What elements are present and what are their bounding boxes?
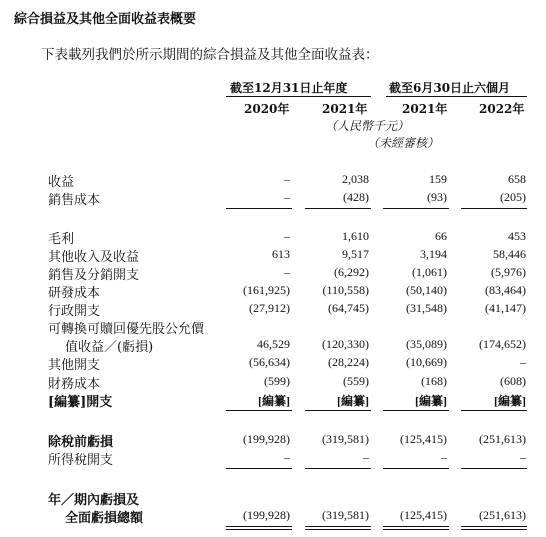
subtotal-rule <box>461 410 527 411</box>
header-group-year-rule <box>226 96 371 97</box>
cell-finance-costs-2022h: (608) <box>500 374 526 388</box>
subtotal-rule <box>461 468 527 469</box>
subtotal-rule <box>383 208 449 209</box>
cell-finance-costs-2021: (559) <box>343 374 369 388</box>
cell-gross-profit-2022h: 453 <box>508 229 526 243</box>
cell-other-expenses-2020: (56,634) <box>249 355 290 369</box>
row-label-total-loss-line2: 全面虧損總額 <box>65 511 144 526</box>
subtotal-rule <box>305 208 371 209</box>
total-double-rule <box>226 526 292 530</box>
cell-rd-costs-2020: (161,925) <box>243 283 290 297</box>
row-label-other-income: 其他收入及收益 <box>48 250 140 265</box>
row-label-total-loss-line1: 年／期內虧損及 <box>48 493 140 508</box>
cell-admin-expenses-2021: (64,745) <box>328 301 369 315</box>
column-header-2020: 2020年 <box>244 102 290 116</box>
cell-revenue-2021h: 159 <box>429 172 447 186</box>
header-group-half-rule <box>386 96 527 97</box>
cell-loss-before-tax-2020: (199,928) <box>243 432 290 446</box>
cell-fair-value-2021h: (35,089) <box>406 337 447 351</box>
unaudited-label: （未經審核） <box>367 136 440 150</box>
cell-redacted-2020: [編纂] <box>258 394 290 408</box>
row-label-redacted-expenses: [編纂]開支 <box>48 395 113 410</box>
row-label-selling-expenses: 銷售及分銷開支 <box>48 268 140 283</box>
cell-rd-costs-2022h: (83,464) <box>485 283 526 297</box>
row-label-other-expenses: 其他開支 <box>48 358 101 373</box>
row-label-income-tax: 所得稅開支 <box>48 453 114 468</box>
cell-selling-expenses-2021: (6,292) <box>334 265 369 279</box>
row-label-revenue: 收益 <box>48 175 75 190</box>
cell-total-loss-2022h: (251,613) <box>479 508 526 522</box>
cell-revenue-2022h: 658 <box>508 172 526 186</box>
cell-gross-profit-2020: – <box>284 229 290 243</box>
total-double-rule <box>461 526 527 530</box>
row-label-fair-value-line1: 可轉換可贖回優先股公允價 <box>48 322 205 337</box>
total-double-rule <box>305 526 371 530</box>
cell-gross-profit-2021: 1,610 <box>342 229 369 243</box>
subtotal-rule <box>226 208 292 209</box>
cell-cost-of-sales-2022h: (205) <box>500 190 526 204</box>
cell-total-loss-2021: (319,581) <box>322 508 369 522</box>
cell-gross-profit-2021h: 66 <box>435 229 447 243</box>
subtotal-rule <box>383 468 449 469</box>
cell-selling-expenses-2020: – <box>284 265 290 279</box>
cell-fair-value-2022h: (174,652) <box>479 337 526 351</box>
cell-total-loss-2020: (199,928) <box>243 508 290 522</box>
row-label-rd-costs: 研發成本 <box>48 286 101 301</box>
cell-admin-expenses-2021h: (31,548) <box>406 301 447 315</box>
cell-fair-value-2020: 46,529 <box>257 337 290 351</box>
cell-finance-costs-2021h: (168) <box>421 374 447 388</box>
row-label-finance-costs: 財務成本 <box>48 377 101 392</box>
cell-redacted-2021: [編纂] <box>337 394 369 408</box>
unit-label: （人民幣千元） <box>325 119 410 133</box>
cell-loss-before-tax-2021: (319,581) <box>322 432 369 446</box>
column-header-2022-half: 2022年 <box>479 102 525 116</box>
subtotal-rule <box>305 410 371 411</box>
cell-selling-expenses-2021h: (1,061) <box>412 265 447 279</box>
cell-cost-of-sales-2021h: (93) <box>427 190 447 204</box>
cell-loss-before-tax-2022h: (251,613) <box>479 432 526 446</box>
cell-other-expenses-2021h: (10,669) <box>406 355 447 369</box>
subtotal-rule <box>305 468 371 469</box>
cell-rd-costs-2021h: (50,140) <box>406 283 447 297</box>
cell-other-income-2021h: 3,194 <box>420 247 447 261</box>
cell-redacted-2022h: [編纂] <box>494 394 526 408</box>
cell-income-tax-2022h: – <box>520 450 526 464</box>
cell-admin-expenses-2022h: (41,147) <box>485 301 526 315</box>
subtotal-rule <box>226 410 292 411</box>
header-group-year: 截至12月31日止年度 <box>230 81 348 95</box>
header-group-half: 截至6月30日止六個月 <box>389 81 511 95</box>
cell-rd-costs-2021: (110,558) <box>322 283 369 297</box>
cell-revenue-2020: – <box>284 172 290 186</box>
cell-fair-value-2021: (120,330) <box>322 337 369 351</box>
cell-other-income-2020: 613 <box>272 247 290 261</box>
cell-cost-of-sales-2021: (428) <box>343 190 369 204</box>
cell-admin-expenses-2020: (27,912) <box>249 301 290 315</box>
cell-finance-costs-2020: (599) <box>264 374 290 388</box>
cell-selling-expenses-2022h: (5,976) <box>491 265 526 279</box>
cell-other-income-2022h: 58,446 <box>493 247 526 261</box>
intro-text: 下表載列我們於所示期間的綜合損益及其他全面收益表： <box>41 47 379 63</box>
cell-income-tax-2021h: – <box>441 450 447 464</box>
section-title: 綜合損益及其他全面收益表概要 <box>14 12 197 27</box>
row-label-gross-profit: 毛利 <box>48 232 75 247</box>
total-double-rule <box>383 526 449 530</box>
subtotal-rule <box>383 410 449 411</box>
cell-income-tax-2020: – <box>284 450 290 464</box>
column-header-2021: 2021年 <box>322 102 368 116</box>
row-label-cost-of-sales: 銷售成本 <box>48 193 101 208</box>
cell-redacted-2021h: [編纂] <box>415 394 447 408</box>
cell-total-loss-2021h: (125,415) <box>400 508 447 522</box>
cell-revenue-2021: 2,038 <box>342 172 369 186</box>
cell-other-expenses-2021: (28,224) <box>328 355 369 369</box>
subtotal-rule <box>226 468 292 469</box>
cell-loss-before-tax-2021h: (125,415) <box>400 432 447 446</box>
row-label-loss-before-tax: 除稅前虧損 <box>48 435 114 450</box>
cell-cost-of-sales-2020: – <box>284 190 290 204</box>
row-label-admin-expenses: 行政開支 <box>48 304 101 319</box>
cell-income-tax-2021: – <box>363 450 369 464</box>
row-label-fair-value-line2: 值收益／(虧損) <box>65 340 154 355</box>
cell-other-expenses-2022h: – <box>520 355 526 369</box>
cell-other-income-2021: 9,517 <box>342 247 369 261</box>
subtotal-rule <box>461 208 527 209</box>
column-header-2021-half: 2021年 <box>402 102 448 116</box>
